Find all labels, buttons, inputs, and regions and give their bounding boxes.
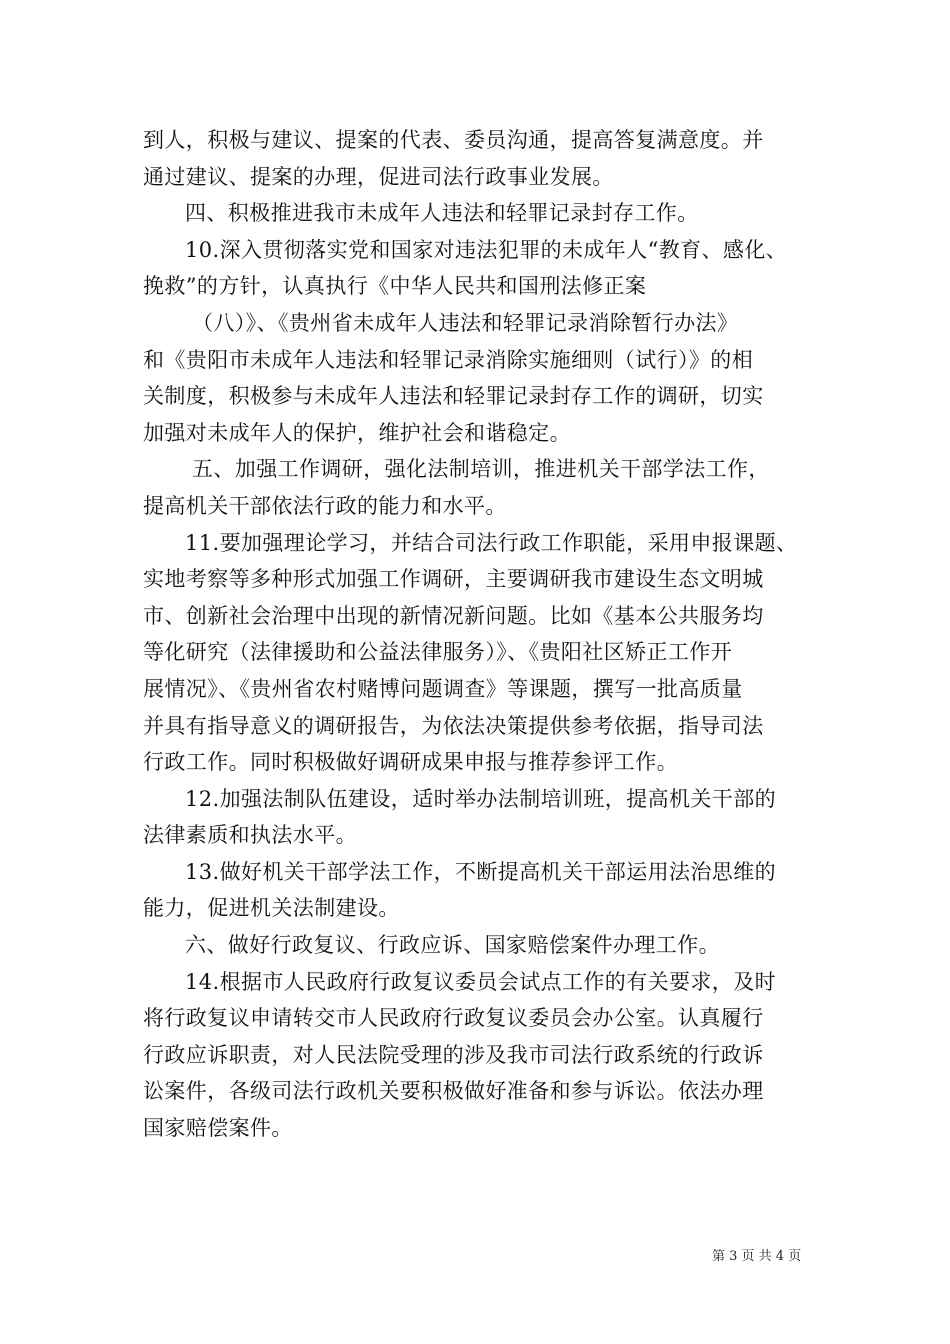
body-line: （八）》、《贵州省未成年人违法和轻罪记录消除暂行办法》: [192, 310, 739, 335]
body-line: 并具有指导意义的调研报告，为依法决策提供参考依据，指导司法: [143, 713, 764, 738]
body-line: 11.要加强理论学习，并结合司法行政工作职能，采用申报课题、: [185, 530, 798, 555]
body-line: 提高机关干部依法行政的能力和水平。: [143, 493, 507, 518]
body-line: 10.深入贯彻落实党和国家对违法犯罪的未成年人“教育、感化、: [185, 237, 788, 262]
body-line: 能力，促进机关法制建设。: [143, 896, 400, 921]
body-line: 14.根据市人民政府行政复议委员会试点工作的有关要求，及时: [185, 969, 776, 994]
document-body: [143, 122, 813, 1147]
body-line: 12.加强法制队伍建设，适时举办法制培训班，提高机关干部的: [185, 786, 776, 811]
section-heading: 四、积极推进我市未成年人违法和轻罪记录封存工作。: [185, 201, 699, 226]
body-line: 和《贵阳市未成年人违法和轻罪记录消除实施细则（试行）》的相: [143, 347, 754, 372]
body-line: 到人，积极与建议、提案的代表、委员沟通，提高答复满意度。并: [143, 128, 764, 152]
section-heading: 五、加强工作调研，强化法制培训，推进机关干部学法工作，: [192, 457, 770, 482]
body-line: 加强对未成年人的保护，维护社会和谐稳定。: [143, 420, 571, 445]
body-line: 将行政复议申请转交市人民政府行政复议委员会办公室。认真履行: [143, 1006, 764, 1031]
body-line: 行政工作。同时积极做好调研成果申报与推荐参评工作。: [143, 750, 678, 775]
body-line: 挽救”的方针，认真执行《中华人民共和国刑法修正案: [143, 274, 647, 299]
body-line: 市、创新社会治理中出现的新情况新问题。比如《基本公共服务均: [143, 603, 764, 628]
body-line: 国家赔偿案件。: [143, 1116, 293, 1141]
body-line: 讼案件，各级司法行政机关要积极做好准备和参与诉讼。依法办理: [143, 1079, 764, 1104]
body-line: 展情况》、《贵州省农村赌博问题调查》等课题，撰写一批高质量: [143, 676, 743, 701]
body-line: 13.做好机关干部学法工作，不断提高机关干部运用法治思维的: [185, 859, 776, 884]
body-line: 等化研究（法律援助和公益法律服务）》、《贵阳社区矫正工作开: [143, 640, 733, 665]
page-number: 第 3 页 共 4 页: [712, 1249, 802, 1264]
body-line: 通过建议、提案的办理，促进司法行政事业发展。: [143, 164, 614, 189]
section-heading: 六、做好行政复议、行政应诉、国家赔偿案件办理工作。: [185, 933, 720, 958]
body-line: 关制度，积极参与未成年人违法和轻罪记录封存工作的调研，切实: [143, 384, 764, 409]
body-line: 法律素质和执法水平。: [143, 823, 357, 848]
body-line: 行政应诉职责，对人民法院受理的涉及我市司法行政系统的行政诉: [143, 1042, 764, 1067]
body-line: 实地考察等多种形式加强工作调研，主要调研我市建设生态文明城: [143, 567, 764, 592]
